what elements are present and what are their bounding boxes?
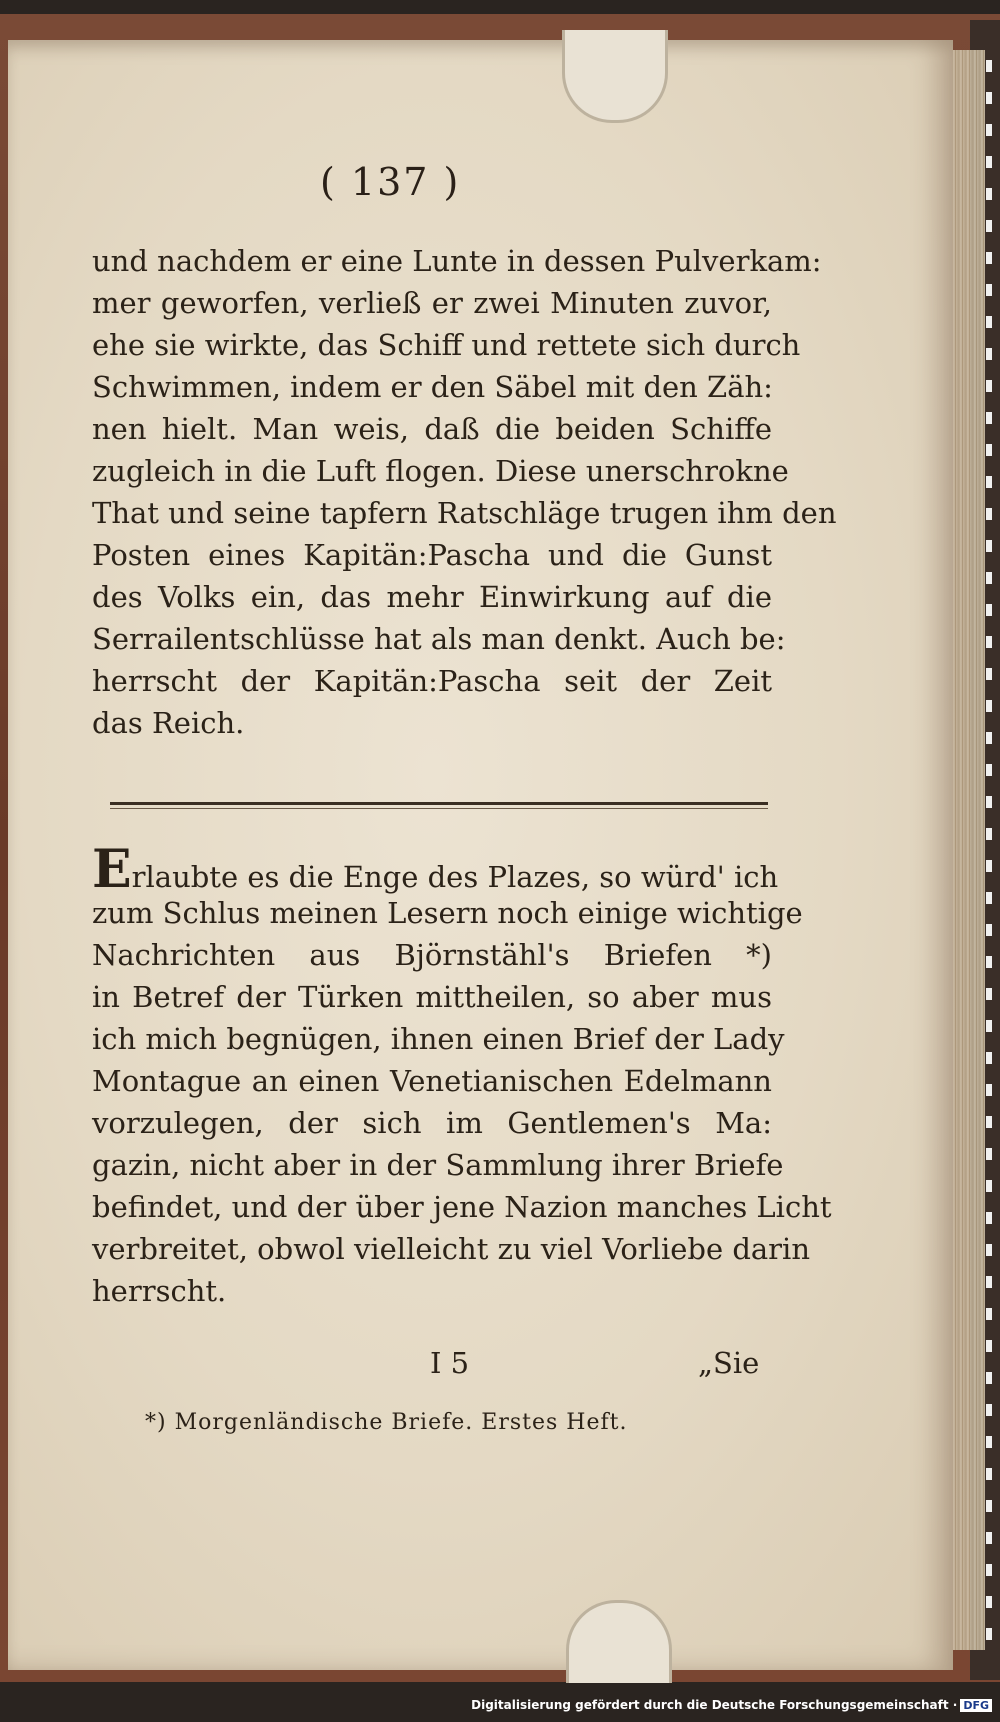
catchword: „Sie <box>698 1346 760 1380</box>
text-line: Montague an einen Venetianischen Edelmann <box>92 1064 772 1098</box>
section-divider-thin <box>110 808 768 809</box>
text-line: ehe sie wirkte, das Schiff und rettete sich durch <box>92 328 801 362</box>
signature-mark: I 5 <box>430 1346 470 1380</box>
text-line: gazin, nicht aber in der Sammlung ihrer Briefe <box>92 1148 784 1182</box>
text-line: verbreitet, obwol vielleicht zu viel Vorliebe darin <box>92 1232 810 1266</box>
text-line: Posten eines Kapitän:Pascha und die Gunst <box>92 538 772 572</box>
text-line: herrscht der Kapitän:Pascha seit der Zeit <box>92 664 772 698</box>
paragraph-1 <box>92 240 837 744</box>
page-number: ( 137 ) <box>320 160 461 204</box>
digitization-credit <box>471 1698 992 1712</box>
text-line: des Volks ein, das mehr Einwirkung auf die <box>92 580 772 614</box>
text-line: zum Schlus meinen Lesern noch einige wichtige <box>92 896 803 930</box>
text-line: Nachrichten aus Björnstähl's Briefen *) <box>92 938 772 972</box>
text-line: mer geworfen, verließ er zwei Minuten zuvor, <box>92 286 772 320</box>
text-line: herrscht. <box>92 1274 227 1308</box>
dfg-logo: DFG <box>960 1699 992 1712</box>
drop-cap: E <box>92 839 132 900</box>
text-line: das Reich. <box>92 706 245 740</box>
section-divider <box>110 802 768 805</box>
text-line: befindet, und der über jene Nazion manches Licht <box>92 1190 832 1224</box>
text-line: vorzulegen, der sich im Gentlemen's Ma: <box>92 1106 772 1140</box>
text-line: und nachdem er eine Lunte in dessen Pulverkam: <box>92 244 822 278</box>
text-line: zugleich in die Luft flogen. Diese unerschrokne <box>92 454 789 488</box>
text-line: in Betref der Türken mittheilen, so aber mus <box>92 980 772 1014</box>
footnote: *) Morgenländische Briefe. Erstes Heft. <box>145 1410 628 1435</box>
paragraph-2 <box>92 839 832 1312</box>
text-line: Serrailentschlüsse hat als man denkt. Auch be: <box>92 622 786 656</box>
text-line: ich mich begnügen, ihnen einen Brief der Lady <box>92 1022 785 1056</box>
first-line <box>92 839 779 900</box>
credit-text: Digitalisierung gefördert durch die Deutsche Forschungsgemeinschaft · <box>471 1698 958 1712</box>
page-clip-bottom <box>566 1600 672 1683</box>
text-line: Schwimmen, indem er den Säbel mit den Zäh: <box>92 370 773 404</box>
text-line: nen hielt. Man weis, daß die beiden Schiffe <box>92 412 772 446</box>
page-clip-top <box>562 30 668 123</box>
ruler-marks <box>986 60 992 1640</box>
text-line: That und seine tapfern Ratschläge trugen ihm den <box>92 496 837 530</box>
first-line-text: rlaubte es die Enge des Plazes, so würd' ich <box>131 860 779 894</box>
